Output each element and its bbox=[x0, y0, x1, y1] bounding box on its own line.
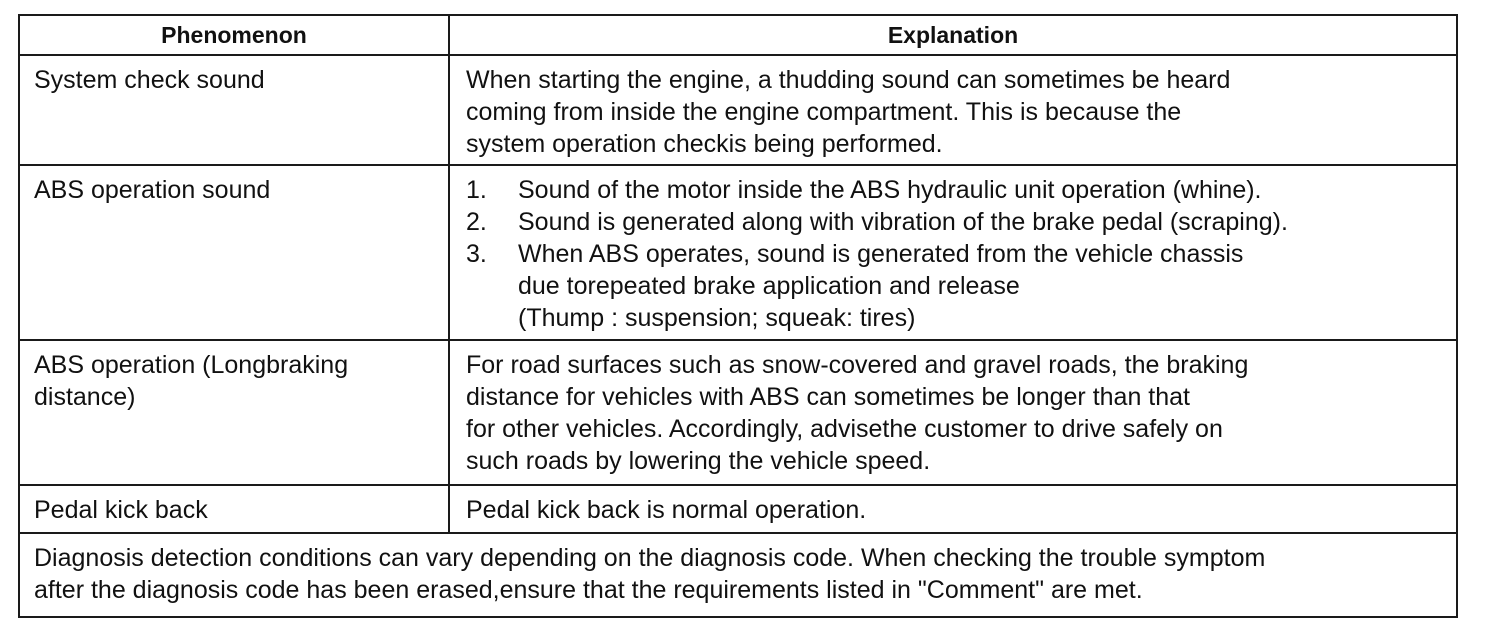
phenomenon-explanation-table bbox=[18, 14, 1458, 618]
table-row bbox=[19, 485, 1457, 533]
explanation-line: Pedal kick back is normal operation. bbox=[466, 496, 867, 524]
explanation-cell bbox=[449, 340, 1457, 485]
header-explanation: Explanation bbox=[449, 15, 1457, 55]
list-item-line: due torepeated brake application and release bbox=[518, 272, 1020, 300]
explanation-line: system operation checkis being performed. bbox=[466, 130, 943, 158]
phenomenon-cell bbox=[19, 55, 449, 165]
list-item bbox=[466, 238, 1446, 334]
list-item bbox=[466, 206, 1446, 238]
explanation-line: such roads by lowering the vehicle speed. bbox=[466, 447, 931, 475]
explanation-line: For road surfaces such as snow-covered and gravel roads, the braking bbox=[466, 351, 1249, 379]
explanation-cell bbox=[449, 165, 1457, 340]
phenomenon-text: ABS operation sound bbox=[34, 176, 271, 204]
phenomenon-cell bbox=[19, 165, 449, 340]
numbered-list bbox=[466, 174, 1446, 334]
list-number: 3. bbox=[466, 240, 487, 268]
explanation-line: coming from inside the engine compartment. This is because the bbox=[466, 98, 1182, 126]
footer-note-cell bbox=[19, 533, 1457, 617]
list-item-line: Sound of the motor inside the ABS hydraulic unit operation (whine). bbox=[518, 176, 1262, 204]
list-item bbox=[466, 174, 1446, 206]
list-item-line: (Thump : suspension; squeak: tires) bbox=[518, 304, 916, 332]
footer-row bbox=[19, 533, 1457, 617]
table-row bbox=[19, 340, 1457, 485]
table-row bbox=[19, 55, 1457, 165]
explanation-line: When starting the engine, a thudding sound can sometimes be heard bbox=[466, 66, 1231, 94]
list-number: 1. bbox=[466, 176, 487, 204]
list-number: 2. bbox=[466, 208, 487, 236]
phenomenon-text: System check sound bbox=[34, 66, 265, 94]
phenomenon-text: Pedal kick back bbox=[34, 496, 208, 524]
footer-note-line: Diagnosis detection conditions can vary depending on the diagnosis code. When checking the trouble symptom bbox=[34, 544, 1266, 572]
explanation-cell bbox=[449, 55, 1457, 165]
list-item-line: Sound is generated along with vibration of the brake pedal (scraping). bbox=[518, 208, 1288, 236]
explanation-cell bbox=[449, 485, 1457, 533]
footer-note-line: after the diagnosis code has been erased,ensure that the requirements listed in "Comment" are met. bbox=[34, 576, 1143, 604]
table-row bbox=[19, 165, 1457, 340]
phenomenon-cell bbox=[19, 485, 449, 533]
explanation-line: for other vehicles. Accordingly, advisethe customer to drive safely on bbox=[466, 415, 1223, 443]
explanation-line: distance for vehicles with ABS can sometimes be longer than that bbox=[466, 383, 1190, 411]
header-phenomenon: Phenomenon bbox=[19, 15, 449, 55]
phenomenon-cell bbox=[19, 340, 449, 485]
header-row bbox=[19, 15, 1457, 55]
list-item-line: When ABS operates, sound is generated from the vehicle chassis bbox=[518, 240, 1244, 268]
phenomenon-text: distance) bbox=[34, 383, 136, 411]
phenomenon-text: ABS operation (Longbraking bbox=[34, 351, 349, 379]
